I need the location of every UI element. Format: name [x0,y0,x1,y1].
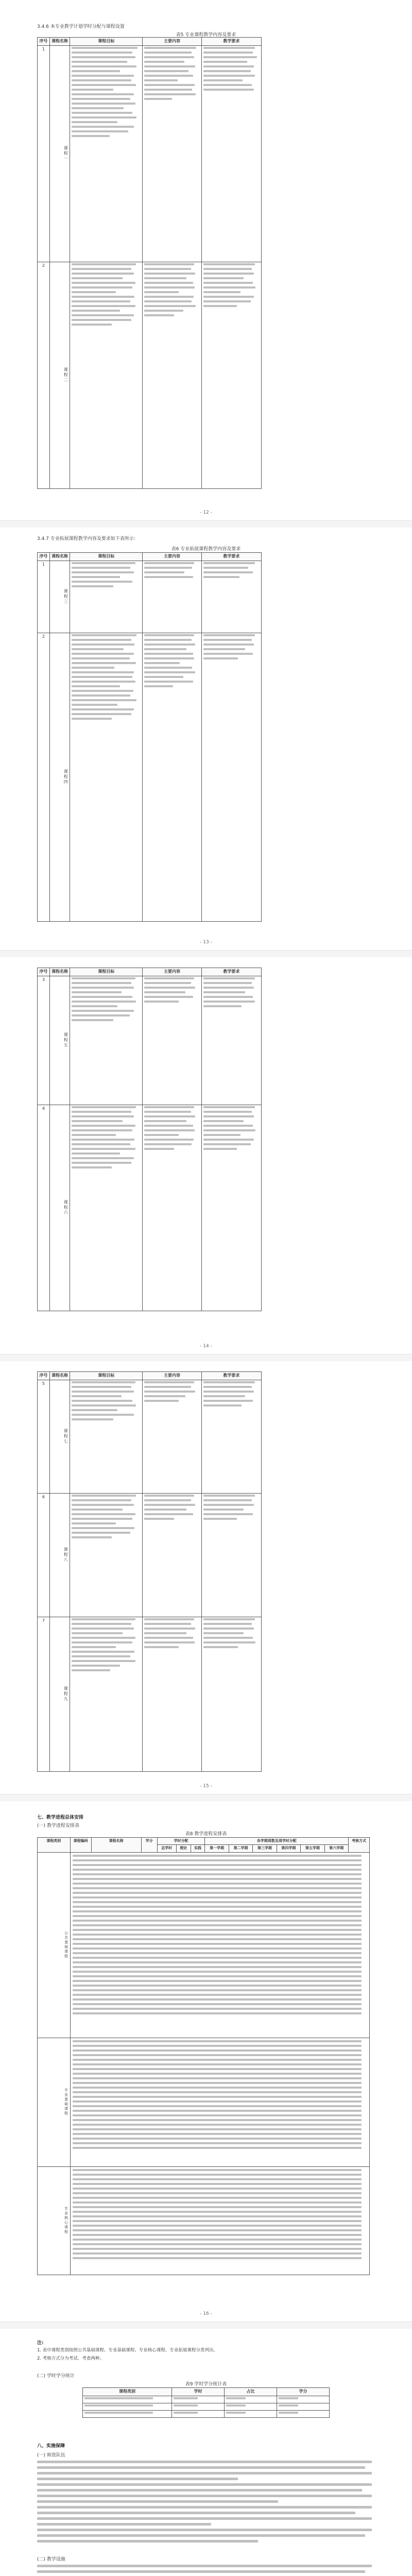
paragraph [37,2461,372,2546]
paragraph [37,2565,372,2576]
page-number: - 15 - [200,1784,212,1789]
row-name: 课程四 [49,633,70,921]
col-header: 课程目标 [70,553,143,561]
group-label: 专业核心课程 [38,2166,71,2275]
col-header: 占比 [224,2388,277,2396]
page2-course-table [37,552,262,922]
col-header: 各学期周数及周学时分配 [205,1838,349,1845]
table-row [38,1105,262,1311]
group-label: 公共基础课程 [38,1852,71,2038]
col-header: 理论 [176,1845,191,1852]
text-block [143,1617,201,1771]
text-block [143,976,201,1105]
note-title: 注: [37,2341,44,2346]
text-block [143,45,201,262]
table-row [38,976,262,1105]
text-block [201,262,261,488]
page-number: - 13 - [200,940,212,945]
text-block [70,633,143,921]
text-block [70,1380,143,1493]
col-header: 第一学期 [205,1845,229,1852]
text-block [201,45,261,262]
row-no: 1 [38,45,50,262]
table-row [38,561,262,633]
col-header: 课程类别 [38,1838,71,1853]
text-block [143,1105,201,1311]
page4-course-table [37,1371,262,1772]
table-row [38,45,262,262]
schedule-rows [70,2166,369,2275]
col-header: 学分 [141,1838,157,1853]
row-no: 4 [38,1105,50,1311]
col-header: 第三学期 [253,1845,277,1852]
col-header: 序号 [38,553,50,561]
col-header: 主要内容 [143,38,201,46]
col-header: 学时 [171,2388,224,2396]
col-header: 总学时 [157,1845,176,1852]
col-header: 课程目标 [70,38,143,46]
page2-table-caption: 表6 专业拓展课程教学内容及要求 [171,547,241,552]
section-title: 七、教学进程总体安排 [37,1815,84,1820]
text-block [201,1380,261,1493]
row-no: 7 [38,1617,50,1771]
col-header: 学时分配 [157,1838,205,1845]
col-header: 序号 [38,38,50,46]
text-block [143,262,201,488]
text-block [70,976,143,1105]
table-row [38,262,262,488]
col-header: 课程目标 [70,968,143,976]
page1-table-caption: 表5 专业课程教学内容及要求 [176,32,236,38]
row-no: 3 [38,976,50,1105]
text-block [70,262,143,488]
page-number: - 14 - [200,1344,212,1349]
text-block [143,633,201,921]
document-page-4 [0,1361,412,1794]
col-header: 课程目标 [70,1372,143,1380]
stat-table [82,2387,330,2418]
row-no: 2 [38,633,50,921]
col-header: 课程名称 [49,38,70,46]
col-header: 课程类别 [83,2388,172,2396]
row-name: 课程七 [49,1380,70,1493]
page1-course-table [37,37,262,489]
col-header: 考核方式 [349,1838,370,1853]
col-header: 主要内容 [143,553,201,561]
text-block [70,45,143,262]
text-block [201,633,261,921]
table-row [38,1617,262,1771]
page5-table-caption: 表8 教学进程安排表 [185,1832,227,1837]
text-block [143,561,201,633]
page1-intro: 3.4.6 本专业教学计划学时分配与课程设置 [37,24,125,29]
document-page-5 [0,1801,412,2321]
row-no: 2 [38,262,50,488]
col-header: 教学要求 [201,968,261,976]
text-block [201,1493,261,1617]
schedule-rows [70,1852,369,2038]
row-name: 课程二 [49,262,70,488]
table-row [38,1493,262,1617]
note-1: 1. 表中课程类别按照公共基础课程、专业基础课程、专业核心课程、专业拓展课程分类列出。 [37,2348,218,2353]
col-header: 教学要求 [201,1372,261,1380]
col-header: 第五学期 [301,1845,324,1852]
text-block [70,561,143,633]
table-row [38,1380,262,1493]
page2-intro: 3.4.7 专业拓展课程教学内容及要求如下表所示： [37,536,139,541]
page3-course-table [37,968,262,1311]
subsection-title: (一) 教学进程安排表 [37,1823,79,1828]
document-page-3 [0,957,412,1354]
col-header: 第六学期 [324,1845,348,1852]
col-header: 课程名称 [49,553,70,561]
document-page-2 [0,528,412,950]
col-header: 实践 [191,1845,205,1852]
group-label: 专业基础课程 [38,2038,71,2166]
text-block [143,1493,201,1617]
col-header: 课程编码 [70,1838,91,1853]
col-header: 主要内容 [143,968,201,976]
row-no: 6 [38,1493,50,1617]
row-no: 5 [38,1380,50,1493]
col-header: 教学要求 [201,553,261,561]
document-page-1 [0,0,412,520]
text-block [70,1617,143,1771]
col-header: 主要内容 [143,1372,201,1380]
col-header: 序号 [38,1372,50,1380]
subsection-title: (一) 师资队伍 [37,2453,65,2458]
note-2: 2. 考核方式分为考试、考查两种。 [37,2356,104,2361]
col-header: 教学要求 [201,38,261,46]
schedule-table [37,1837,370,2275]
col-header: 学分 [277,2388,329,2396]
col-header: 序号 [38,968,50,976]
table-row [38,633,262,921]
text-block [201,1105,261,1311]
page-number: - 12 - [200,510,212,515]
row-no: 1 [38,561,50,633]
col-header: 课程名称 [49,1372,70,1380]
section-title: 八、实施保障 [37,2444,65,2449]
document-page-6 [0,2329,412,2576]
text-block [143,1380,201,1493]
subsection-title: (二) 教学设施 [37,2557,65,2562]
text-block [70,1105,143,1311]
row-name: 课程八 [49,1493,70,1617]
text-block [201,1617,261,1771]
row-name: 课程一 [49,45,70,262]
row-name: 课程九 [49,1617,70,1771]
text-block [70,1493,143,1617]
row-name: 课程五 [49,976,70,1105]
col-header: 第四学期 [277,1845,300,1852]
page6-table-caption: 表9 学时学分统计表 [185,2382,227,2387]
row-name: 课程六 [49,1105,70,1311]
subsection-title: (二) 学时学分统计 [37,2374,75,2379]
row-name: 课程三 [49,561,70,633]
col-header: 第二学期 [229,1845,252,1852]
page-number: - 16 - [200,2311,212,2316]
schedule-rows [70,2038,369,2166]
col-header: 课程名称 [49,968,70,976]
text-block [201,561,261,633]
text-block [201,976,261,1105]
col-header: 课程名称 [91,1838,141,1853]
